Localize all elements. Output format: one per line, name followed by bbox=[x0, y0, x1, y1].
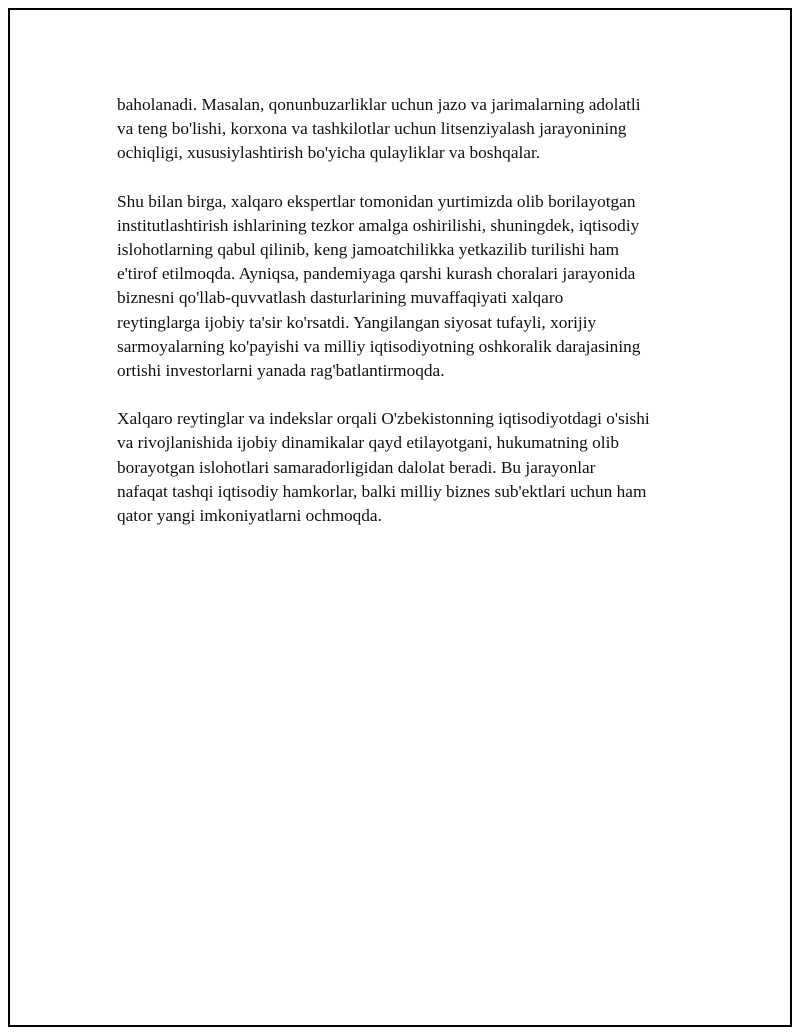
paragraph: baholanadi. Masalan, qonunbuzarliklar uchun jazo va jarimalarning adolatli va teng bo'lishi, korxona va tashkilotlar uchun litsenziyalash jarayonining ochiqligi, xususiylashtirish bo'yicha qulayliklar va boshqalar. bbox=[117, 95, 641, 163]
paragraph: Xalqaro reytinglar va indekslar orqali O'zbekistonning iqtisodiyotdagi o'sishi va rivojlanishida ijobiy dinamikalar qayd etilayotgani, hukumatning olib borayotgan islohotlari samaradorligidan dalolat beradi. Bu jarayonlar nafaqat tashqi iqtisodiy hamkorlar, balki milliy biznes sub'ektlari uchun ham qator yangi imkoniyatlarni ochmoqda. bbox=[117, 409, 650, 526]
document-body bbox=[117, 93, 697, 552]
paragraph: Shu bilan birga, xalqaro ekspertlar tomonidan yurtimizda olib borilayotgan institutlashtirish ishlarining tezkor amalga oshirilishi, shuningdek, iqtisodiy islohotlarning qabul qilinib, keng jamoatchilikka yetkazilib turilishi ham e'tirof etilmoqda. Ayniqsa, pandemiyaga qarshi kurash choralari jarayonida biznesni qo'llab-quvvatlash dasturlarining muvaffaqiyati xalqaro reytinglarga ijobiy ta'sir ko'rsatdi. Yangilangan siyosat tufayli, xorijiy sarmoyalarning ko'payishi va milliy iqtisodiyotning oshkoralik darajasining ortishi investorlarni yanada rag'batlantirmoqda. bbox=[117, 191, 641, 381]
